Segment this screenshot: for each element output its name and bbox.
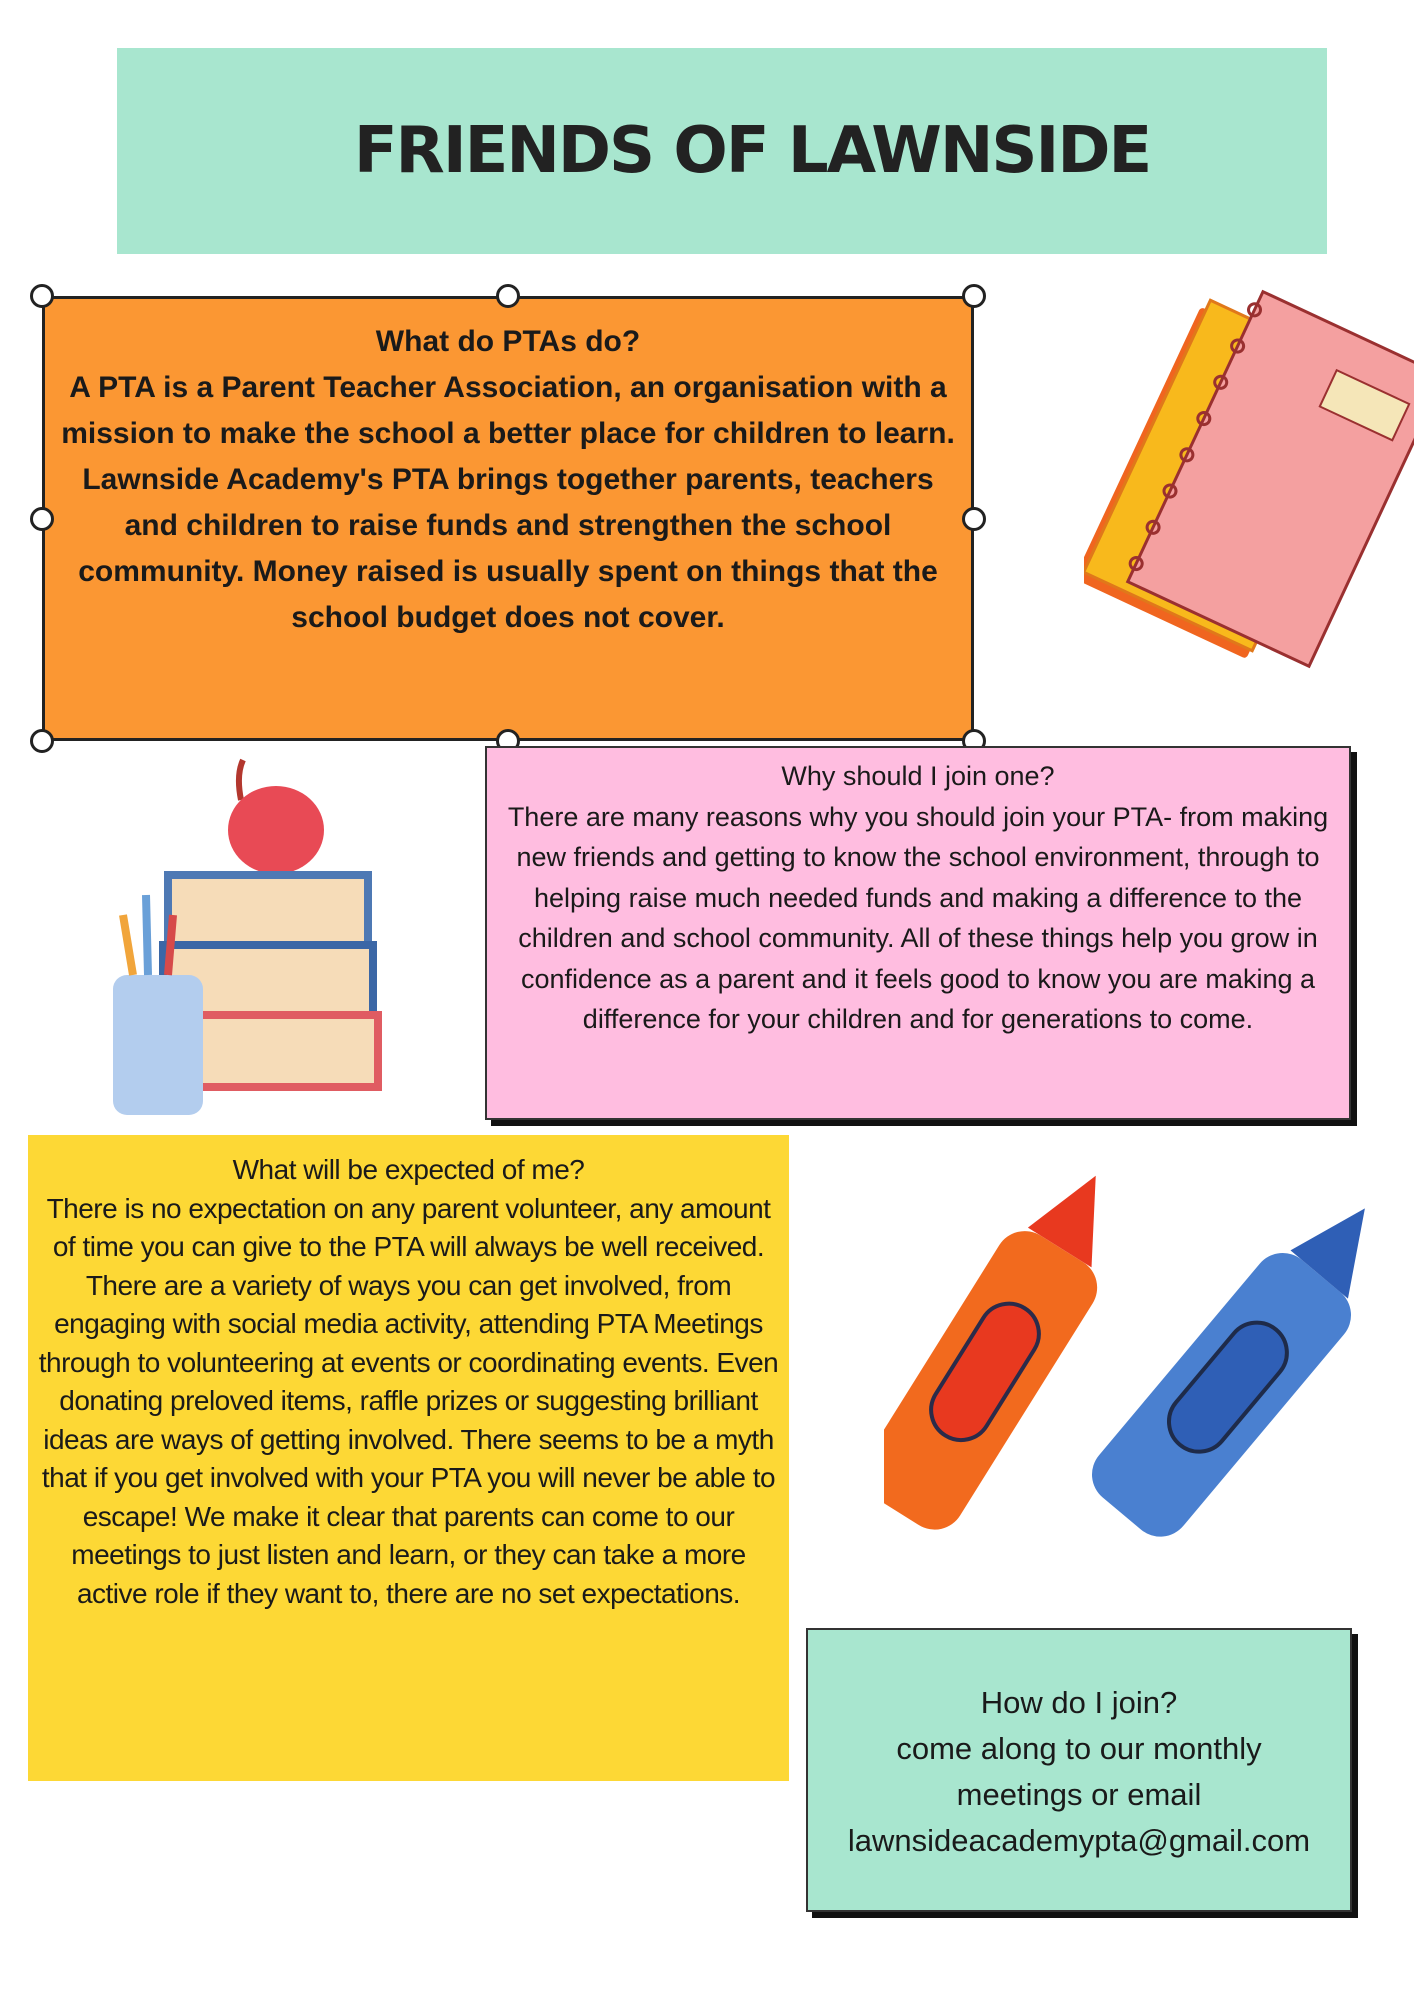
books-apple-illustration: [108, 755, 388, 1120]
resize-handle-top-left[interactable]: [30, 284, 54, 308]
resize-handle-right[interactable]: [962, 507, 986, 531]
crayons-illustration: [884, 1148, 1389, 1553]
resize-handle-top-right[interactable]: [962, 284, 986, 308]
resize-handle-left[interactable]: [30, 507, 54, 531]
title-banner: [117, 48, 1327, 254]
expectations-heading: What will be expected of me?: [232, 1154, 585, 1185]
notebooks-illustration: [1084, 283, 1414, 713]
what-ptas-do-heading: What do PTAs do?: [375, 325, 641, 358]
how-to-join-body: come along to our monthly meetings or email: [896, 1731, 1262, 1812]
how-to-join-heading: How do I join?: [980, 1685, 1178, 1720]
expectations-box: [28, 1135, 789, 1781]
what-ptas-do-box[interactable]: [42, 296, 974, 741]
how-to-join-box: [806, 1628, 1352, 1912]
page-title: FRIENDS OF LAWNSIDE: [353, 114, 1151, 188]
what-ptas-do-body: A PTA is a Parent Teacher Association, an organisation with a mission to make the school a better place for children to learn. Lawnside Academy's PTA brings together parents, teachers and children to raise funds and strengthen the school community. Money raised is usually spent on things that the school budget does not cover.: [61, 371, 955, 634]
why-join-heading: Why should I join one?: [781, 761, 1055, 791]
resize-handle-top[interactable]: [496, 284, 520, 308]
resize-handle-bottom-left[interactable]: [30, 729, 54, 753]
contact-email-link[interactable]: lawnsideacademypta@gmail.com: [847, 1823, 1311, 1858]
why-join-box: [485, 746, 1351, 1120]
why-join-body: There are many reasons why you should join your PTA- from making new friends and getting to know the school environment, through to helping raise much needed funds and making a difference to the children and school community. All of these things help you grow in confidence as a parent and it feels good to know you are making a difference for your children and for generations to come.: [507, 801, 1329, 1034]
expectations-body: There is no expectation on any parent volunteer, any amount of time you can give to the PTA will always be well received. There are a variety of ways you can get involved, from engaging with social media activity, attending PTA Meetings through to volunteering at events or coordinating events. Even donating preloved items, raffle prizes or suggesting brilliant ideas are ways of getting involved. There seems to be a myth that if you get involved with your PTA you will never be able to escape! We make it clear that parents can come to our meetings to just listen and learn, or they can take a more active role if they want to, there are no set expectations.: [38, 1192, 779, 1609]
